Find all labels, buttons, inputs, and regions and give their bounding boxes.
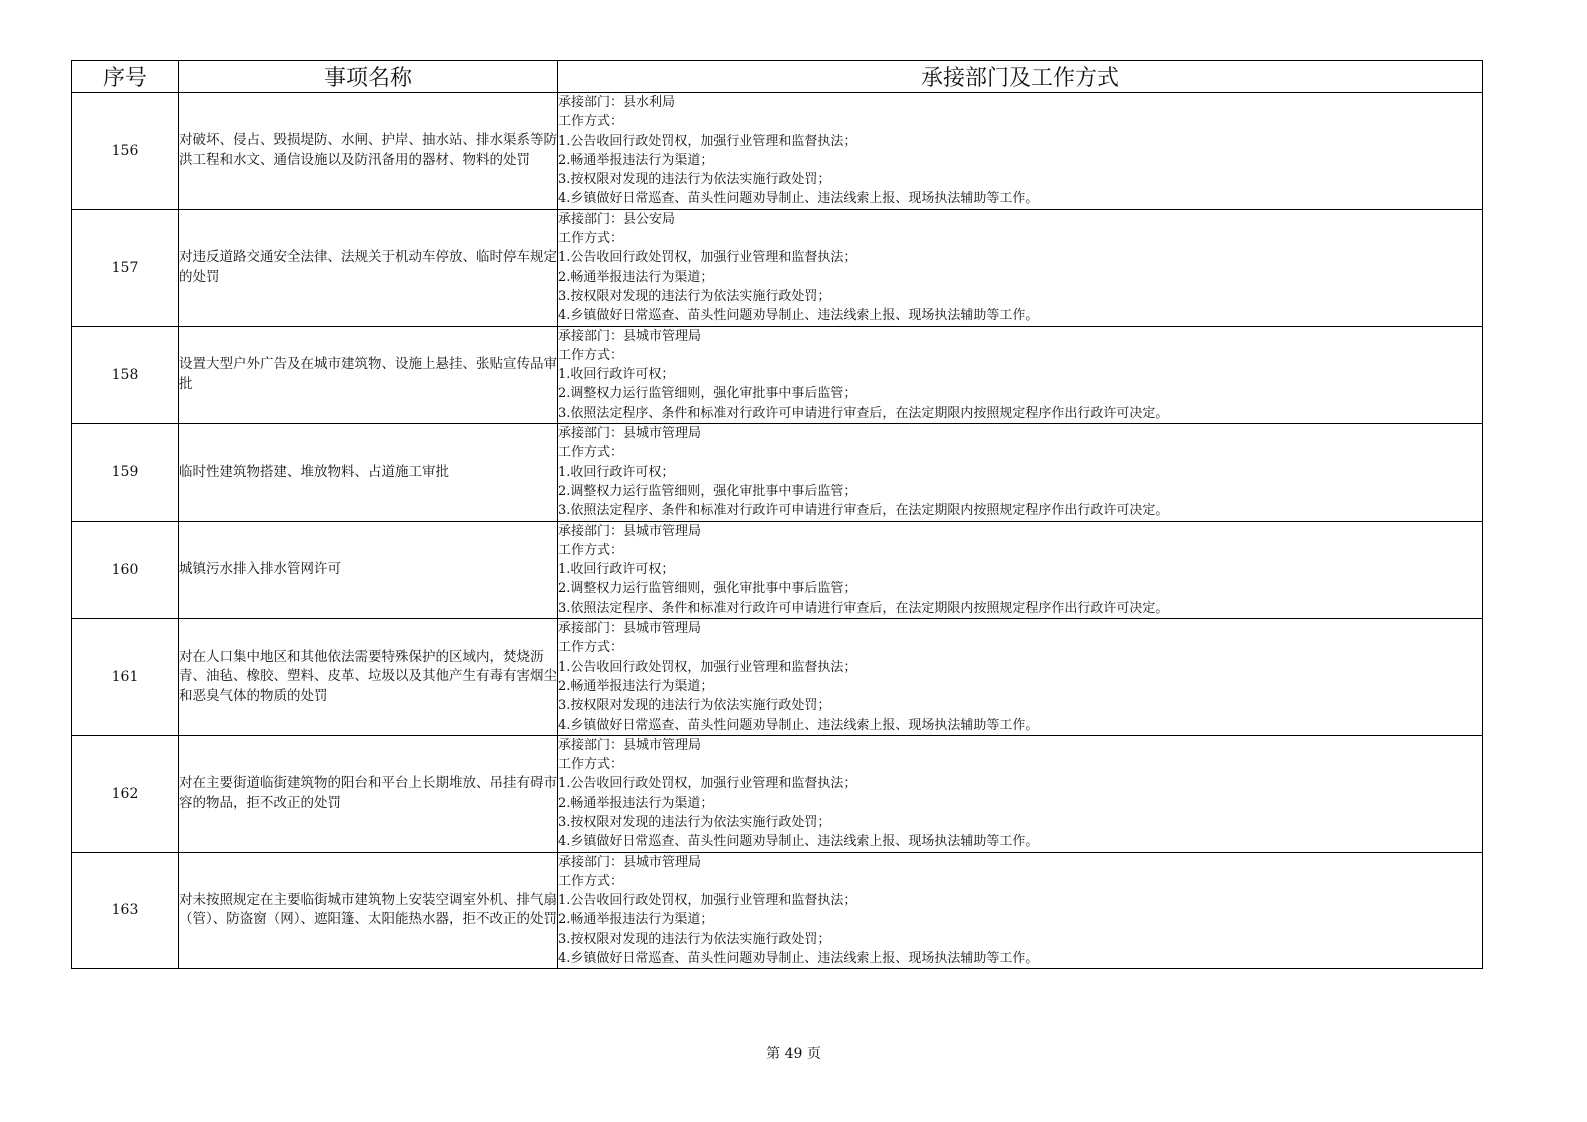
table-row	[72, 619, 1483, 736]
row-dept-method	[558, 735, 1483, 852]
method-line: 1.公告收回行政处罚权，加强行业管理和监督执法；	[558, 250, 857, 266]
method-line: 3.按权限对发现的违法行为依法实施行政处罚；	[558, 172, 831, 188]
row-index: 161	[72, 619, 179, 736]
method-line: 承接部门：县公安局	[558, 211, 676, 227]
row-dept-method	[558, 619, 1483, 736]
row-dept-method	[558, 209, 1483, 326]
method-line: 2.调整权力运行监管细则，强化审批事中事后监管；	[558, 386, 857, 402]
row-index: 157	[72, 209, 179, 326]
method-line: 2.畅通举报违法行为渠道；	[558, 269, 714, 285]
method-line: 3.依照法定程序、条件和标准对行政许可申请进行审查后，在法定期限内按照规定程序作出行政许可决定。	[558, 503, 1169, 519]
header-index: 序号	[72, 61, 179, 93]
table-row	[72, 521, 1483, 618]
method-line: 2.畅通举报违法行为渠道；	[558, 795, 714, 811]
method-line: 4.乡镇做好日常巡查、苗头性问题劝导制止、违法线索上报、现场执法辅助等工作。	[558, 951, 1039, 967]
row-dept-method	[558, 424, 1483, 521]
method-line: 2.调整权力运行监管细则，强化审批事中事后监管；	[558, 581, 857, 597]
row-dept-method	[558, 93, 1483, 210]
method-line: 3.按权限对发现的违法行为依法实施行政处罚；	[558, 698, 831, 714]
method-line: 4.乡镇做好日常巡查、苗头性问题劝导制止、违法线索上报、现场执法辅助等工作。	[558, 308, 1039, 324]
row-item-name: 对在人口集中地区和其他依法需要特殊保护的区域内，焚烧沥青、油毡、橡胶、塑料、皮革、垃圾以及其他产生有毒有害烟尘和恶臭气体的物质的处罚	[179, 619, 558, 736]
method-line: 承接部门：县城市管理局	[558, 854, 702, 870]
row-dept-method	[558, 852, 1483, 969]
table-row	[72, 93, 1483, 210]
header-dept-method: 承接部门及工作方式	[558, 61, 1483, 93]
method-line: 承接部门：县城市管理局	[558, 523, 702, 539]
row-index: 162	[72, 735, 179, 852]
method-line: 3.依照法定程序、条件和标准对行政许可申请进行审查后，在法定期限内按照规定程序作出行政许可决定。	[558, 600, 1169, 616]
row-item-name: 对破坏、侵占、毁损堤防、水闸、护岸、抽水站、排水渠系等防洪工程和水文、通信设施以及防汛备用的器材、物料的处罚	[179, 93, 558, 210]
method-line: 3.依照法定程序、条件和标准对行政许可申请进行审查后，在法定期限内按照规定程序作出行政许可决定。	[558, 405, 1169, 421]
method-line: 工作方式：	[558, 873, 624, 889]
method-line: 1.公告收回行政处罚权，加强行业管理和监督执法；	[558, 659, 857, 675]
table-header-row	[72, 61, 1483, 93]
method-line: 工作方式：	[558, 231, 624, 247]
table-row	[72, 852, 1483, 969]
row-item-name: 设置大型户外广告及在城市建筑物、设施上悬挂、张贴宣传品审批	[179, 326, 558, 423]
row-item-name: 临时性建筑物搭建、堆放物料、占道施工审批	[179, 424, 558, 521]
row-index: 160	[72, 521, 179, 618]
table-row	[72, 424, 1483, 521]
row-item-name: 对违反道路交通安全法律、法规关于机动车停放、临时停车规定的处罚	[179, 209, 558, 326]
method-line: 2.调整权力运行监管细则，强化审批事中事后监管；	[558, 483, 857, 499]
method-line: 1.收回行政许可权；	[558, 562, 675, 578]
method-line: 承接部门：县城市管理局	[558, 621, 702, 637]
header-item-name: 事项名称	[179, 61, 558, 93]
method-line: 3.按权限对发现的违法行为依法实施行政处罚；	[558, 814, 831, 830]
items-table	[71, 60, 1483, 969]
row-item-name: 对在主要街道临街建筑物的阳台和平台上长期堆放、吊挂有碍市容的物品，拒不改正的处罚	[179, 735, 558, 852]
table-row	[72, 326, 1483, 423]
row-index: 156	[72, 93, 179, 210]
method-line: 2.畅通举报违法行为渠道；	[558, 678, 714, 694]
row-item-name: 城镇污水排入排水管网许可	[179, 521, 558, 618]
method-line: 1.收回行政许可权；	[558, 464, 675, 480]
table-row	[72, 209, 1483, 326]
row-item-name: 对未按照规定在主要临街城市建筑物上安装空调室外机、排气扇（管）、防盗窗（网）、遮阳篷、太阳能热水器，拒不改正的处罚	[179, 852, 558, 969]
page-number: 第 49 页	[766, 1046, 821, 1062]
row-dept-method	[558, 326, 1483, 423]
method-line: 承接部门：县城市管理局	[558, 328, 702, 344]
method-line: 1.公告收回行政处罚权，加强行业管理和监督执法；	[558, 893, 857, 909]
row-index: 158	[72, 326, 179, 423]
method-line: 4.乡镇做好日常巡查、苗头性问题劝导制止、违法线索上报、现场执法辅助等工作。	[558, 834, 1039, 850]
table-row	[72, 735, 1483, 852]
row-index: 159	[72, 424, 179, 521]
method-line: 3.按权限对发现的违法行为依法实施行政处罚；	[558, 288, 831, 304]
method-line: 4.乡镇做好日常巡查、苗头性问题劝导制止、违法线索上报、现场执法辅助等工作。	[558, 717, 1039, 733]
method-line: 工作方式：	[558, 757, 624, 773]
method-line: 工作方式：	[558, 114, 624, 130]
method-line: 承接部门：县水利局	[558, 95, 676, 110]
method-line: 2.畅通举报违法行为渠道；	[558, 152, 714, 168]
method-line: 1.公告收回行政处罚权，加强行业管理和监督执法；	[558, 776, 857, 792]
method-line: 工作方式：	[558, 347, 624, 363]
method-line: 工作方式：	[558, 445, 624, 461]
method-line: 工作方式：	[558, 640, 624, 656]
method-line: 1.公告收回行政处罚权，加强行业管理和监督执法；	[558, 133, 857, 149]
method-line: 承接部门：县城市管理局	[558, 737, 702, 753]
method-line: 承接部门：县城市管理局	[558, 426, 702, 442]
method-line: 4.乡镇做好日常巡查、苗头性问题劝导制止、违法线索上报、现场执法辅助等工作。	[558, 191, 1039, 207]
method-line: 3.按权限对发现的违法行为依法实施行政处罚；	[558, 931, 831, 947]
method-line: 1.收回行政许可权；	[558, 367, 675, 383]
method-line: 2.畅通举报违法行为渠道；	[558, 912, 714, 928]
row-index: 163	[72, 852, 179, 969]
row-dept-method	[558, 521, 1483, 618]
method-line: 工作方式：	[558, 542, 624, 558]
